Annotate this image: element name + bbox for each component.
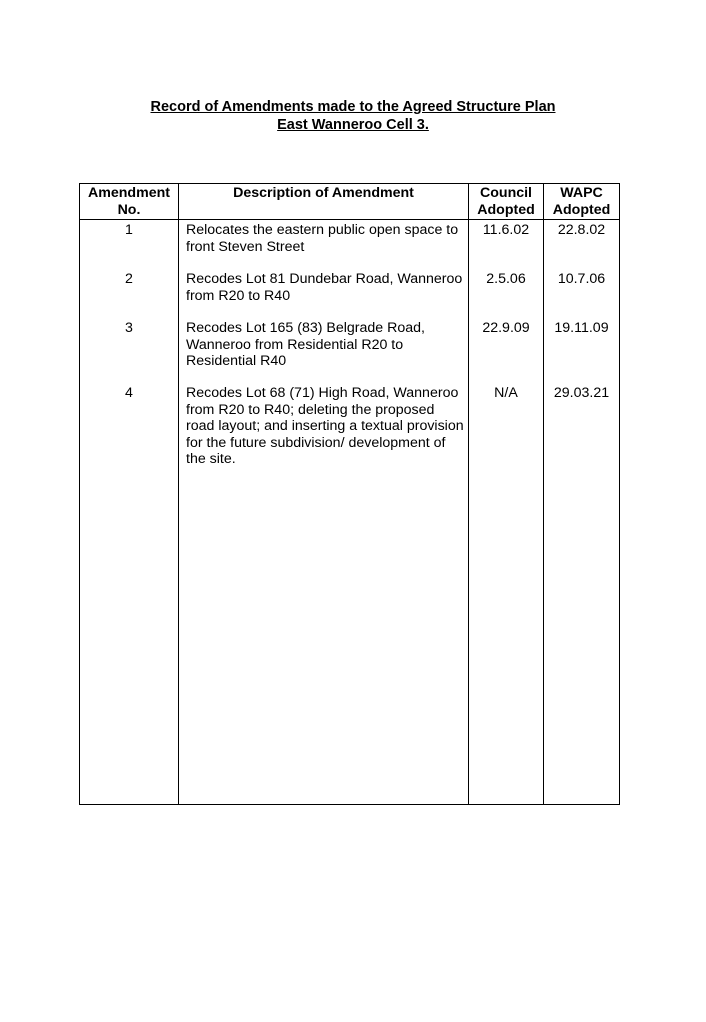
description-3: Recodes Lot 165 (83) Belgrade Road, Wanneroo from Residential R20 to Residential R40 [186, 320, 425, 369]
amendments-table [79, 183, 620, 805]
wapc-adopted-4: 29.03.21 [553, 385, 610, 401]
header-council-adopted: Council Adopted [469, 184, 544, 220]
wapc-adopted-2: 10.7.06 [557, 271, 606, 287]
council-adopted-3: 22.9.09 [482, 320, 530, 336]
column-amendment-no [80, 220, 179, 805]
council-adopted-2: 2.5.06 [486, 271, 526, 287]
title-line-1: Record of Amendments made to the Agreed Structure Plan [150, 99, 556, 115]
wapc-adopted-1: 22.8.02 [557, 222, 606, 238]
column-wapc-adopted [544, 220, 620, 805]
document-title [0, 98, 706, 134]
table-body-row [80, 220, 620, 805]
title-line-2: East Wanneroo Cell 3. [277, 117, 429, 133]
wapc-adopted-3: 19.11.09 [554, 320, 609, 336]
amendment-no-3: 3 [125, 320, 133, 336]
description-2: Recodes Lot 81 Dundebar Road, Wanneroo from R20 to R40 [186, 271, 463, 304]
description-1: Relocates the eastern public open space to front Steven Street [186, 222, 459, 255]
description-4: Recodes Lot 68 (71) High Road, Wanneroo from R20 to R40; deleting the proposed road layout; and inserting a textual provision for the future subdivision/ development of the site. [186, 385, 464, 467]
column-council-adopted [469, 220, 544, 805]
header-amendment-no: Amendment No. [80, 184, 179, 220]
header-description: Description of Amendment [179, 184, 469, 220]
amendment-no-2: 2 [125, 271, 133, 287]
council-adopted-4: N/A [494, 385, 518, 401]
council-adopted-1: 11.6.02 [482, 222, 530, 238]
amendment-no-4: 4 [125, 385, 133, 401]
header-wapc-adopted: WAPC Adopted [544, 184, 620, 220]
column-description [179, 220, 469, 805]
amendment-no-1: 1 [125, 222, 133, 238]
table-header-row [80, 184, 620, 220]
